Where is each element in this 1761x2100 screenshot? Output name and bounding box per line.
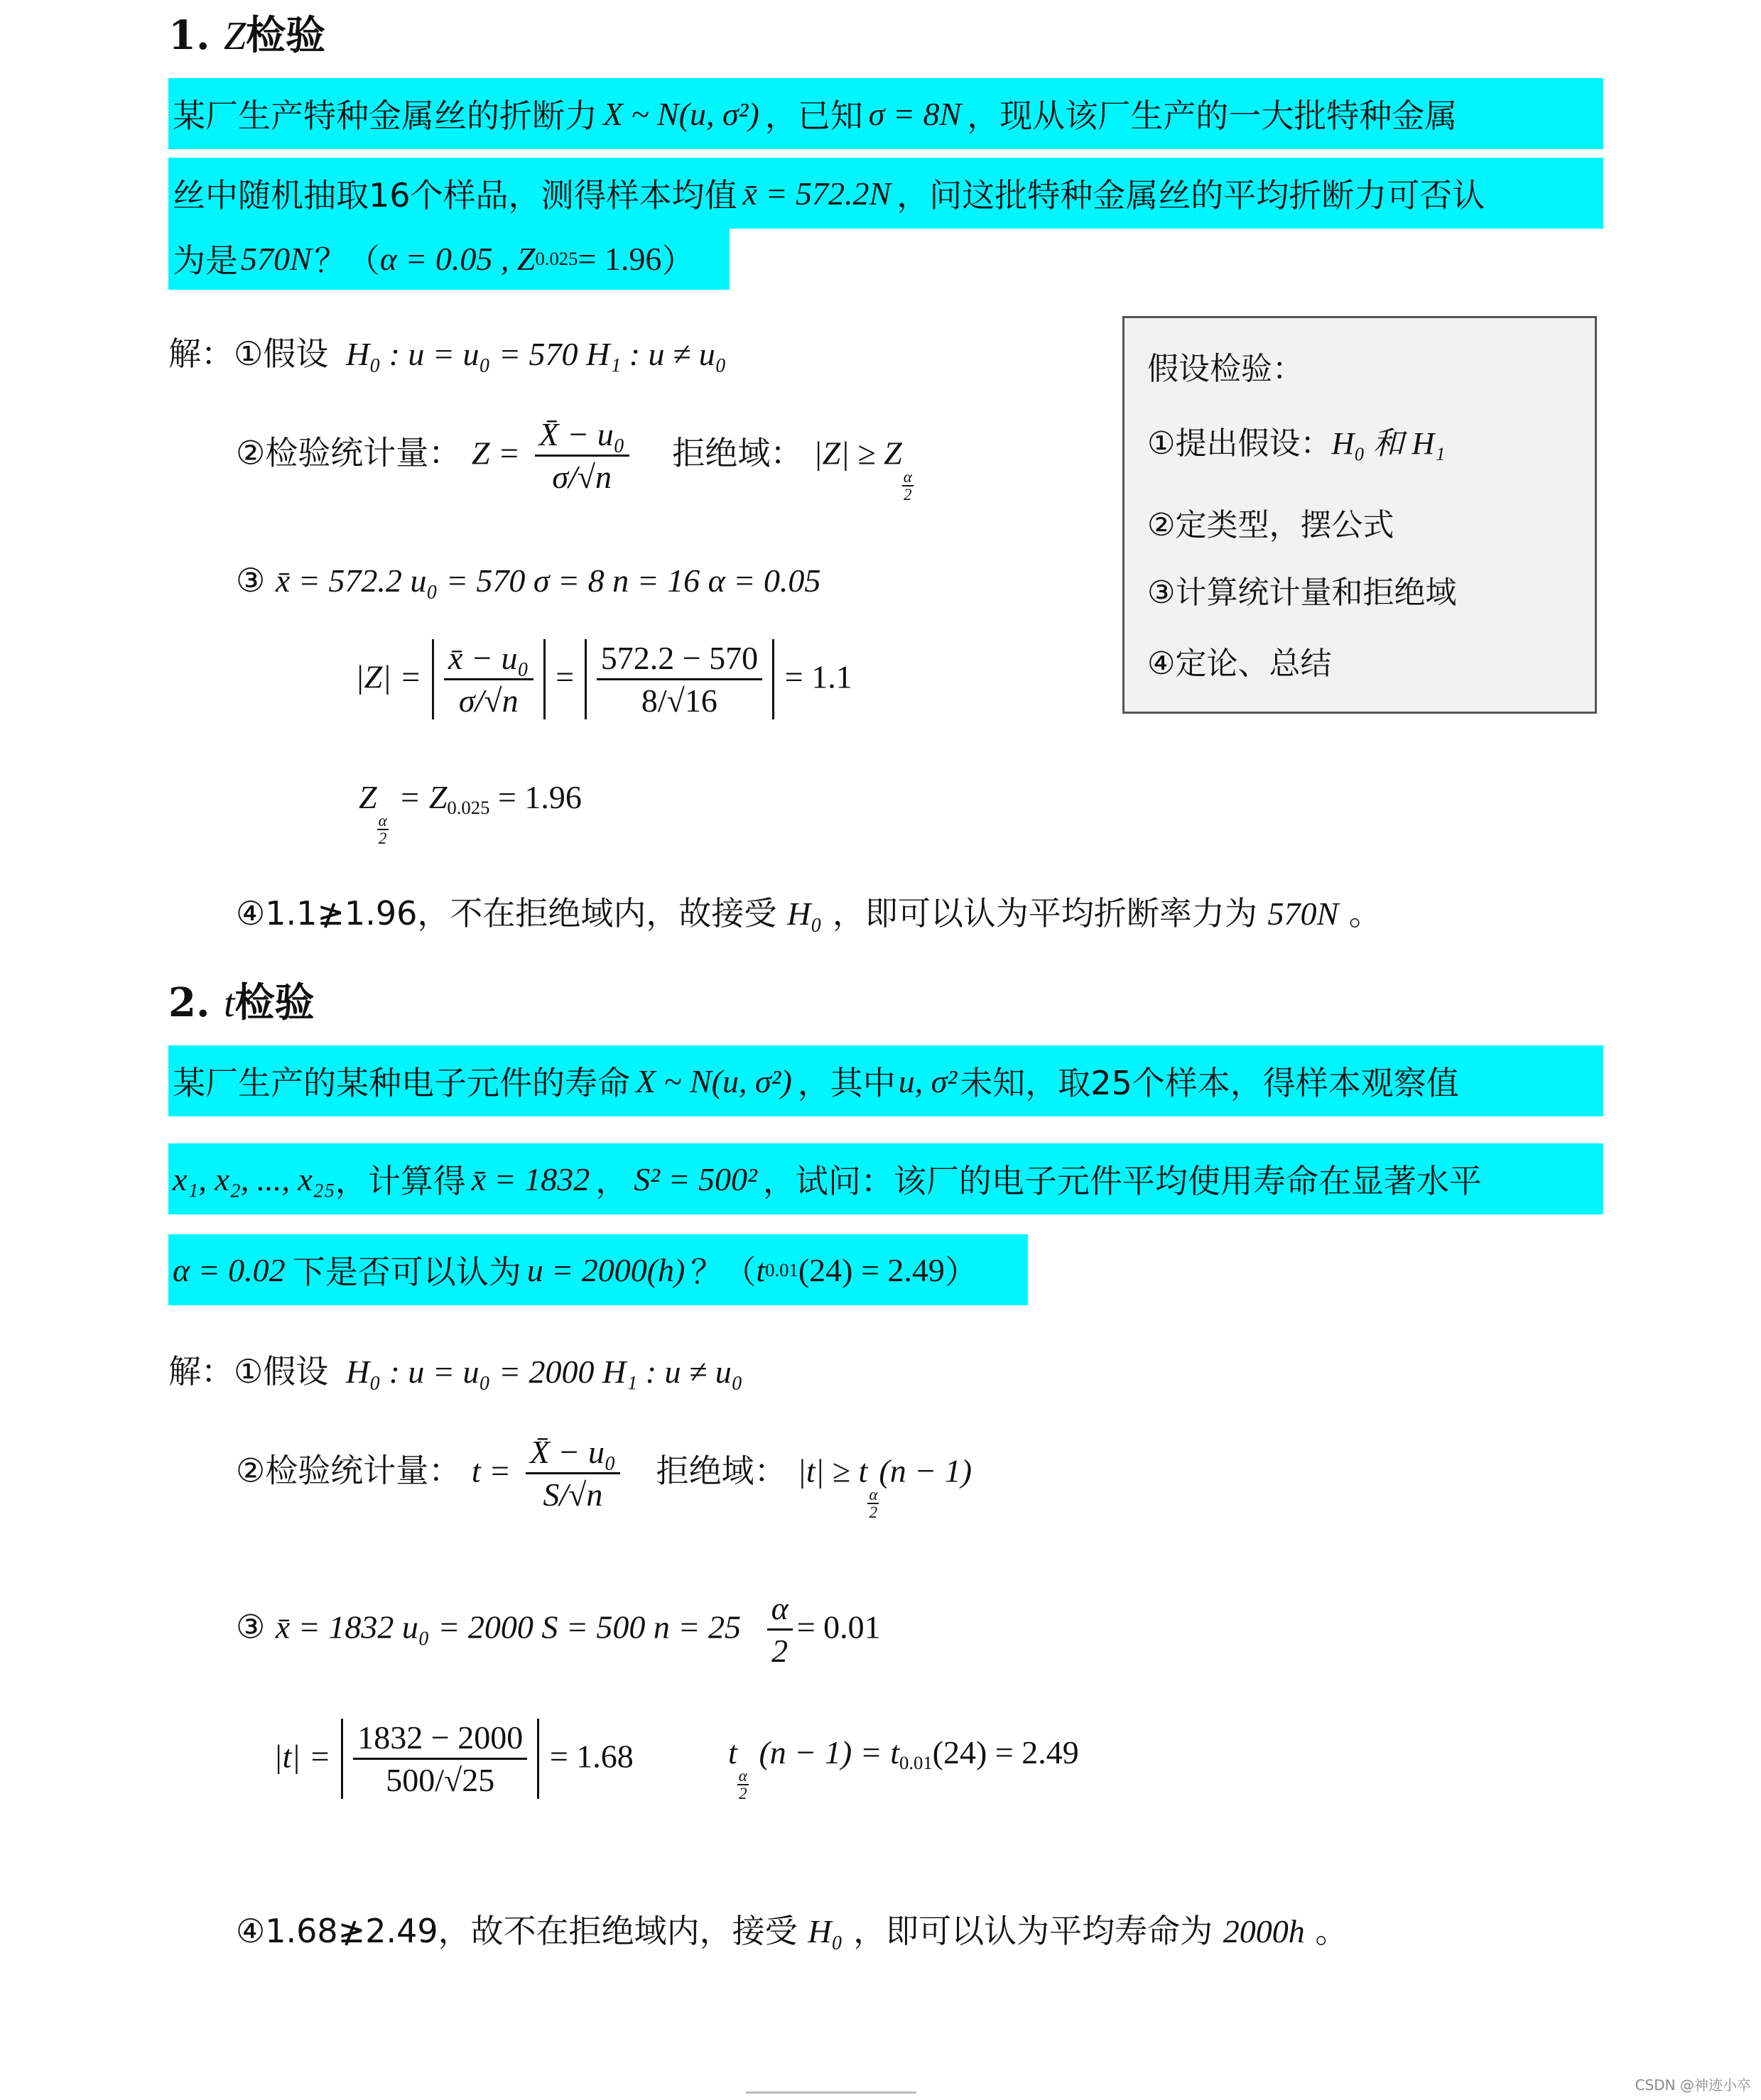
z-problem-line-1: 某厂生产特种金属丝的折断力 X ~ N(u, σ²) ，已知 σ = 8N ，现从该厂生产的一大批特种金属 [168,78,1603,149]
t-solution-step-3: ③ x̄ = 1832 u₀ = 2000 S = 500 n = 25 $\frac{\alpha}{2}$ = 0.01 [236,1590,881,1669]
watermark: CSDN @神迹小卒 [1635,2077,1751,2094]
t-problem-line-2: x₁, x₂, ..., x₂₅ ，计算得 x̄ = 1832 ， S² = 500² ，试问：该厂的电子元件平均使用寿命在显著水平 [168,1143,1603,1214]
page-footer-rule [746,2091,916,2094]
z-critical-value: Z $\frac{\alpha}{2}$ = $Z_{0.025} = 1.96$ [359,779,582,848]
t-solution-step-1: 解：①假设 H₀ : u = u₀ = 2000 H₁ : u ≠ u₀ [168,1352,743,1391]
t-problem-line-1: 某厂生产的某种电子元件的寿命 X ~ N(u, σ²) ，其中 u, σ² 未知，取25个样本，得样本观察值 [168,1045,1603,1116]
z-statistic-fraction: $\frac{\text{X̄ − u₀}}{\sigma/√n}$ [535,415,629,496]
z-solution-step-3: ③ x̄ = 572.2 u₀ = 570 σ = 8 n = 16 α = 0.05 [236,561,821,599]
section-heading-t-test: 2. t检验 [168,979,315,1026]
t-problem-line-3: α = 0.02 下是否可以认为 u = 2000(h) ？（ t 0.01 (24) = 2.49 ） [168,1234,1028,1305]
section-heading-z-test: 1. Z检验 [168,12,326,59]
t-calculation: |t| = $\frac{1832 - 2000}{500/√25}$ = 1.68 [273,1719,634,1798]
summary-step-4: ④定论、总结 [1147,646,1332,682]
z-calculation: |Z| = $\frac{\text{x̄ − u₀}}{\sigma/√n}$ = $\frac{572.2 - 570}{8/√16}$ = 1.1 [355,640,852,719]
summary-title: 假设检验： [1147,351,1304,387]
z-solution-step-1: 解：①假设 H₀ : u = u₀ = 570 H₁ : u ≠ u₀ [168,334,727,373]
z-problem-line-3: 为是 570N ？（ α = 0.05 , Z 0.025 = 1.96 ） [168,227,730,290]
summary-step-1: ①提出假设：H₀ 和 H₁ [1147,425,1446,462]
t-critical-value: t $\frac{\alpha}{2}$ $(n - 1) = t_{0.01}(24) = 2.49$ [728,1734,1079,1803]
t-solution-step-2: ②检验统计量： t = $\frac{\text{X̄ − u₀}}{S/√n}$ 拒绝域： |t| ≥ t $\frac{\alpha}{2}$ (n − 1) [236,1434,972,1521]
hypothesis-test-summary-box [1122,316,1597,714]
z-solution-step-2: ②检验统计量： Z = $\frac{\text{X̄ − u₀}}{\sigma/√n}$ 拒绝域： |Z| ≥ Z $\frac{\alpha}{2}$ [236,416,912,504]
t-statistic-fraction: $\frac{\text{X̄ − u₀}}{S/√n}$ [526,1433,620,1513]
z-conclusion: ④1.1≱1.96，不在拒绝域内，故接受 H₀ ，即可以认为平均折断率力为 570N 。 [236,894,1382,932]
alpha-half-subscript: $\frac{\alpha}{2}$ [903,467,912,504]
t-conclusion: ④1.68≱2.49，故不在拒绝域内，接受 H₀ ，即可以认为平均寿命为 2000h 。 [236,1912,1348,1950]
z-problem-line-2: 丝中随机抽取16个样品，测得样本均值 x̄ = 572.2N ，问这批特种金属丝的平均折断力可否认 [168,158,1603,229]
summary-step-3: ③计算统计量和拒绝域 [1147,575,1457,611]
summary-step-2: ②定类型，摆公式 [1147,507,1394,543]
